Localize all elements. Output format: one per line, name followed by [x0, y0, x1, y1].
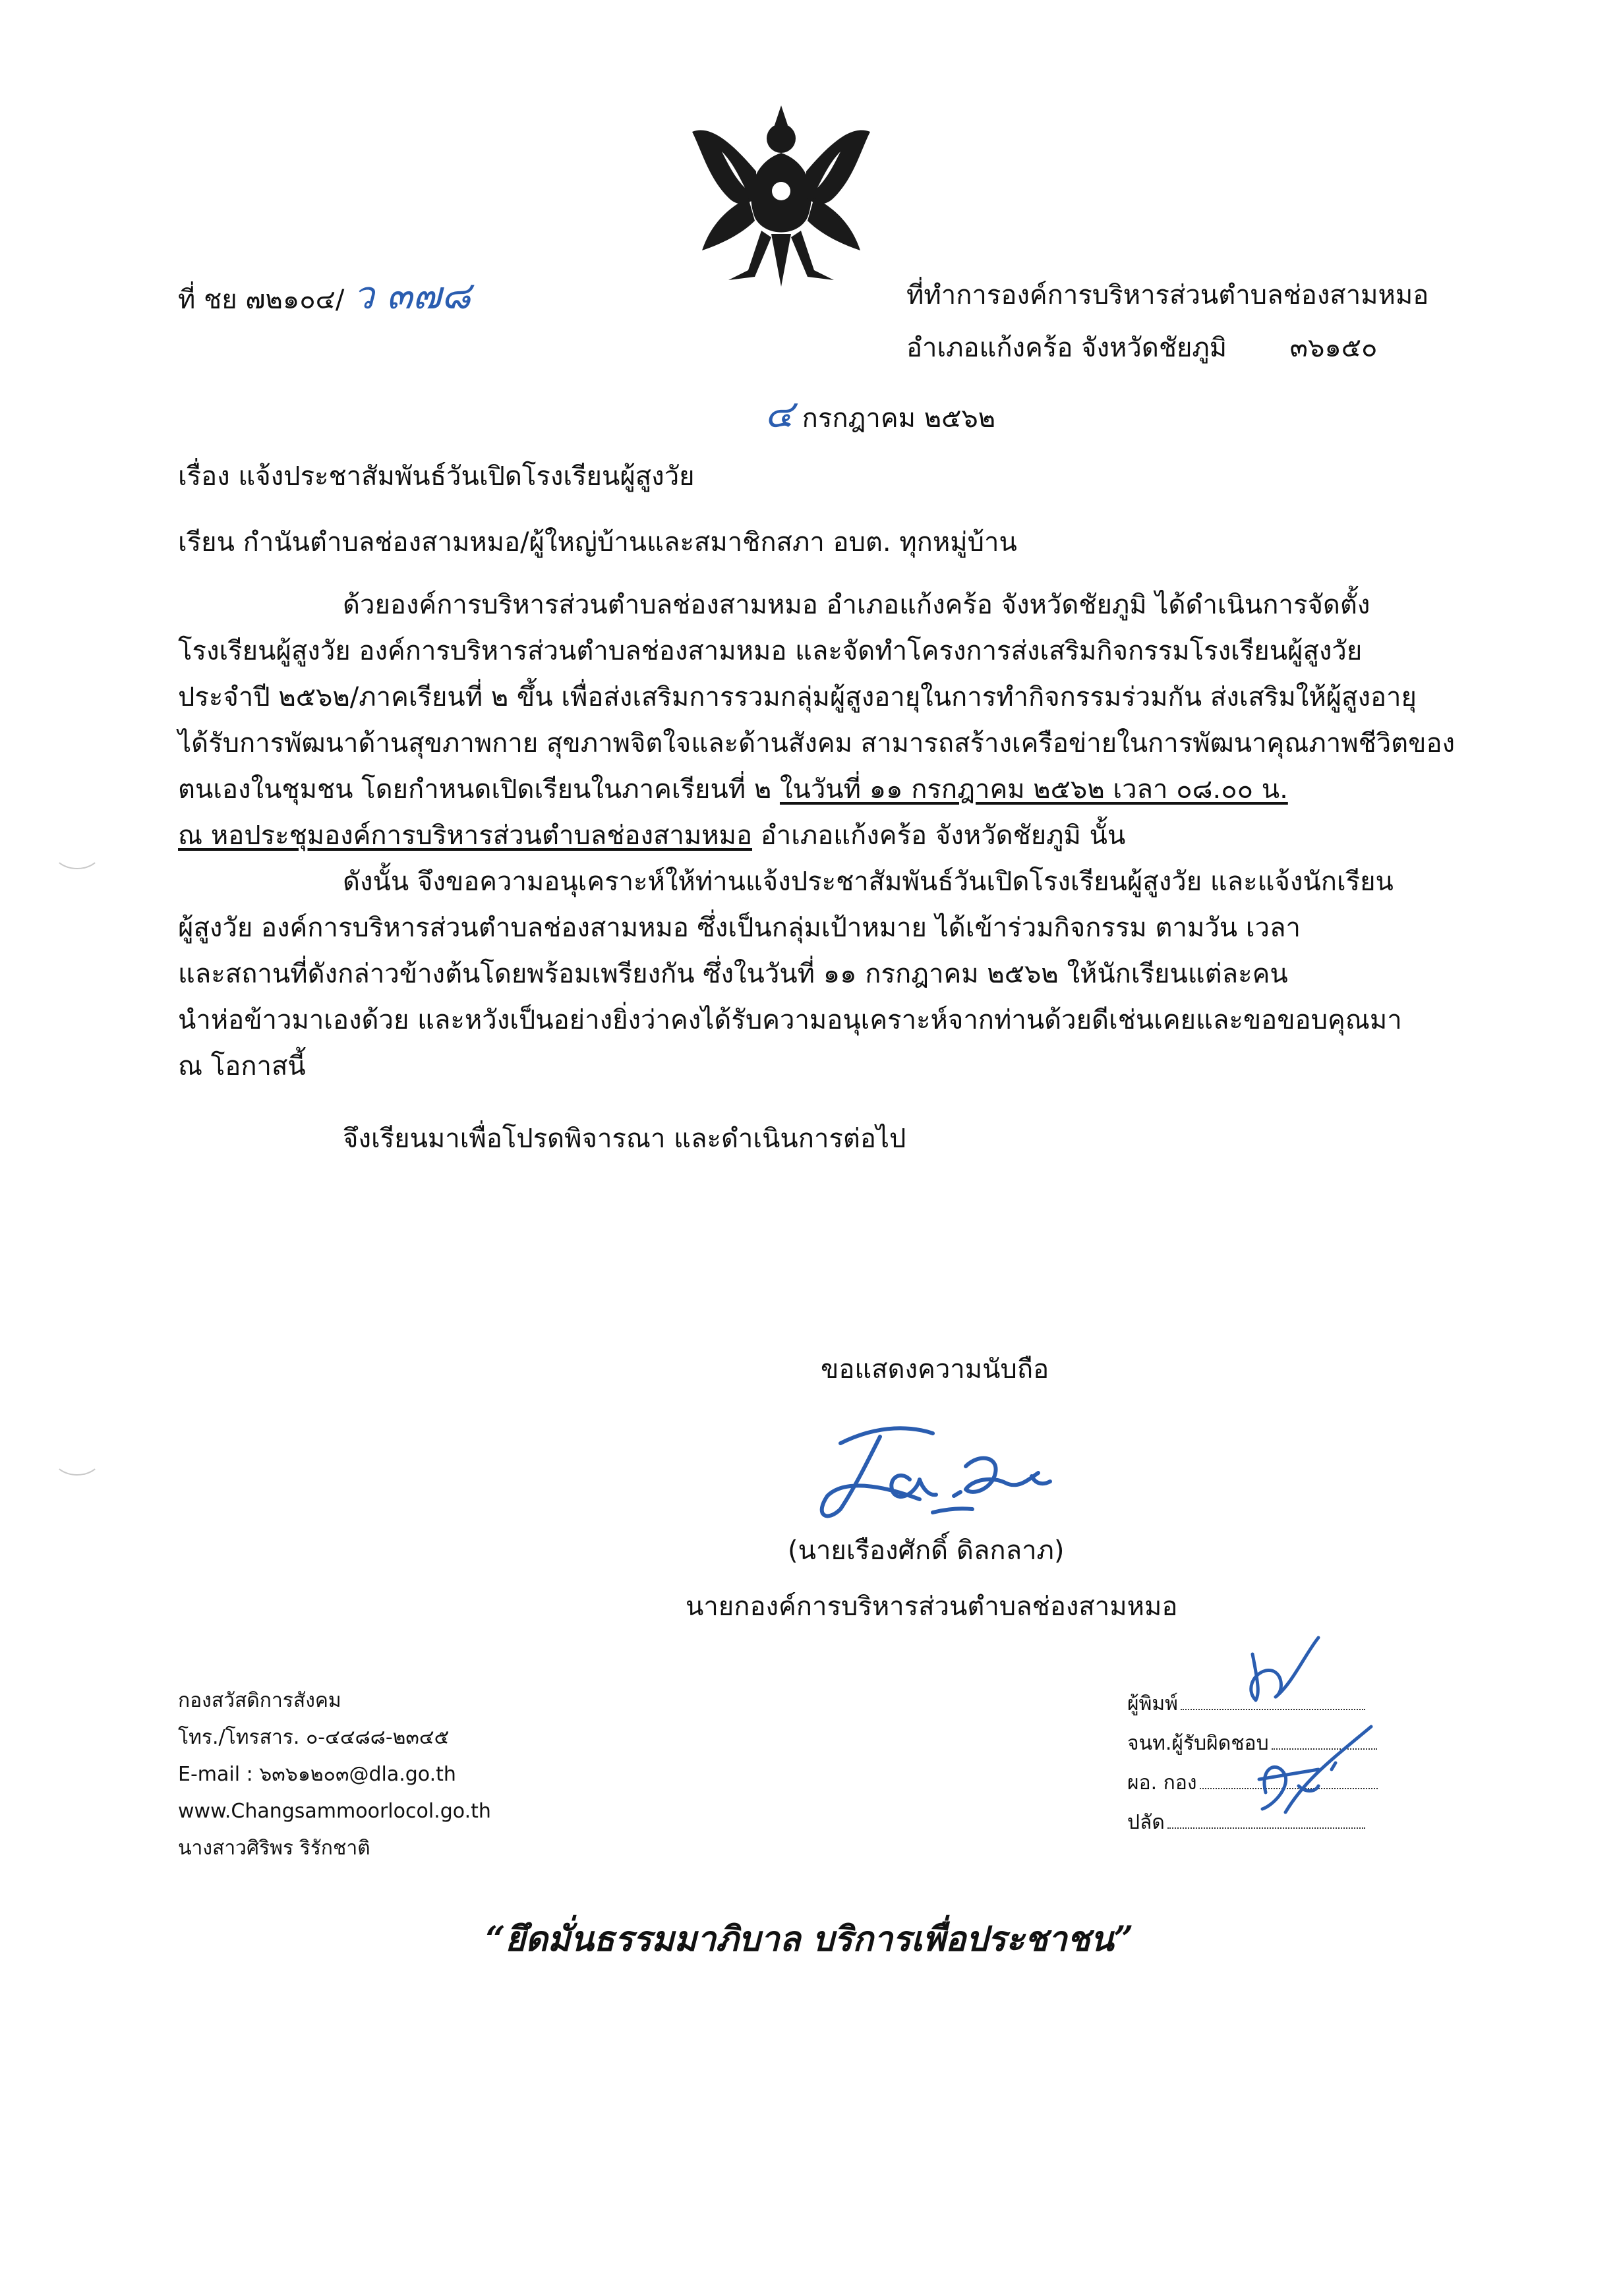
body-p2-line5: ณ โอกาสนี้: [178, 1051, 306, 1081]
footer-typist-label: ผู้พิมพ์: [1127, 1692, 1178, 1715]
handwritten-signature-icon: [801, 1417, 1098, 1529]
body-p1-line2: โรงเรียนผู้สูงวัย องค์การบริหารส่วนตำบลช่องสามหมอ และจัดทำโครงการส่งเสริมกิจกรรมโรงเรียนผู้สูงวัย: [178, 636, 1363, 666]
body-p1-line5: [178, 771, 1288, 808]
footer-responsible-label: จนท.ผู้รับผิดชอบ: [1127, 1732, 1269, 1755]
body-p1-line3: ประจำปี ๒๕๖๒/ภาคเรียนที่ ๒ ขึ้น เพื่อส่งเสริมการรวมกลุ่มผู้สูงอายุในการทำกิจกรรมร่วมกัน ส่งเสริมให้ผู้สูงอายุ: [178, 682, 1417, 712]
reference-number-text: ที่ ชย ๗๒๑๐๔/: [178, 285, 345, 315]
body-p2-line1: ดังนั้น จึงขอความอนุเคราะห์ให้ท่านแจ้งประชาสัมพันธ์วันเปิดโรงเรียนผู้สูงวัย และแจ้งนักเรียน: [343, 867, 1394, 897]
district-province: อำเภอแก้งคร้อ จังหวัดชัยภูมิ: [906, 333, 1227, 363]
initials-icon: [1220, 1628, 1384, 1839]
footer-director-label: ผอ. กอง: [1127, 1771, 1197, 1794]
footer-email: E-mail : ๖๓๖๑๒๐๓@dla.go.th: [178, 1763, 456, 1786]
punch-hole-mark-top: [53, 834, 102, 869]
body-p1-line6-end: อำเภอแก้งคร้อ จังหวัดชัยภูมิ นั้น: [752, 820, 1126, 851]
letter-subject: เรื่อง แจ้งประชาสัมพันธ์วันเปิดโรงเรียนผู้สูงวัย: [178, 461, 695, 492]
body-p2-line3: และสถานที่ดังกล่าวข้างต้นโดยพร้อมเพรียงกัน ซึ่งในวันที่ ๑๑ กรกฎาคม ๒๕๖๒ ให้นักเรียนแต่ละคน: [178, 959, 1288, 989]
body-p2-line2: ผู้สูงวัย องค์การบริหารส่วนตำบลช่องสามหมอ ซึ่งเป็นกลุ่มเป้าหมาย ได้เข้าร่วมกิจกรรม ตามวัน เวลา: [178, 913, 1301, 943]
body-p1-line4: ได้รับการพัฒนาด้านสุขภาพกาย สุขภาพจิตใจและด้านสังคม สามารถสร้างเครือข่ายในการพัฒนาคุณภาพชีวิตของ: [178, 728, 1456, 759]
body-p1-line5-start: ตนเองในชุมชน โดยกำหนดเปิดเรียนในภาคเรียนที่ ๒: [178, 774, 780, 805]
footer-staff: นางสาวศิริพร ริรักชาติ: [178, 1837, 370, 1860]
signatory-position: นายกองค์การบริหารส่วนตำบลช่องสามหมอ: [686, 1592, 1178, 1622]
closing-phrase: ขอแสดงความนับถือ: [821, 1354, 1049, 1385]
venue: ณ หอประชุมองค์การบริหารส่วนตำบลช่องสามหมอ: [178, 820, 753, 851]
opening-datetime: ในวันที่ ๑๑ กรกฎาคม ๒๕๖๒ เวลา ๐๘.๐๐ น.: [779, 774, 1288, 805]
footer-deputy-label: ปลัด: [1127, 1811, 1165, 1834]
footer-website: www.Changsammoorlocol.go.th: [178, 1800, 491, 1823]
body-p1-line6: [178, 817, 1125, 854]
date-day-handwritten: ๔: [765, 391, 794, 436]
footer-department: กองสวัสดิการสังคม: [178, 1689, 341, 1712]
reference-number: [178, 273, 471, 318]
motto: “ยึดมั่นธรรมมาภิบาล บริการเพื่อประชาชน”: [485, 1919, 1134, 1959]
letter-recipient: เรียน กำนันตำบลช่องสามหมอ/ผู้ใหญ่บ้านและสมาชิกสภา อบต. ทุกหมู่บ้าน: [178, 527, 1017, 558]
signatory-name: (นายเรืองศักดิ์ ดิลกลาภ): [788, 1535, 1065, 1566]
punch-hole-mark-bottom: [53, 1440, 102, 1476]
body-p2-line4: นำห่อข้าวมาเองด้วย และหวังเป็นอย่างยิ่งว่าคงได้รับความอนุเคราะห์จากท่านด้วยดีเช่นเคยและขอขอบคุณมา: [178, 1005, 1402, 1035]
garuda-emblem-icon: [682, 99, 880, 297]
date-month-year: กรกฎาคม ๒๕๖๒: [802, 403, 996, 434]
office-address-line1: ที่ทำการองค์การบริหารส่วนตำบลช่องสามหมอ: [906, 280, 1429, 310]
postcode: ๓๖๑๕๐: [1289, 333, 1378, 363]
reference-handwritten: ว ๓๗๘: [353, 273, 471, 318]
office-address-line2: [906, 330, 1377, 366]
body-p1-line1: ด้วยองค์การบริหารส่วนตำบลช่องสามหมอ อำเภอแก้งคร้อ จังหวัดชัยภูมิ ได้ดำเนินการจัดตั้ง: [343, 590, 1370, 620]
letter-date: [765, 391, 996, 437]
body-p3: จึงเรียนมาเพื่อโปรดพิจารณา และดำเนินการต่อไป: [343, 1124, 906, 1154]
footer-phone: โทร./โทรสาร. ๐-๔๔๘๘-๒๓๔๕: [178, 1726, 450, 1749]
